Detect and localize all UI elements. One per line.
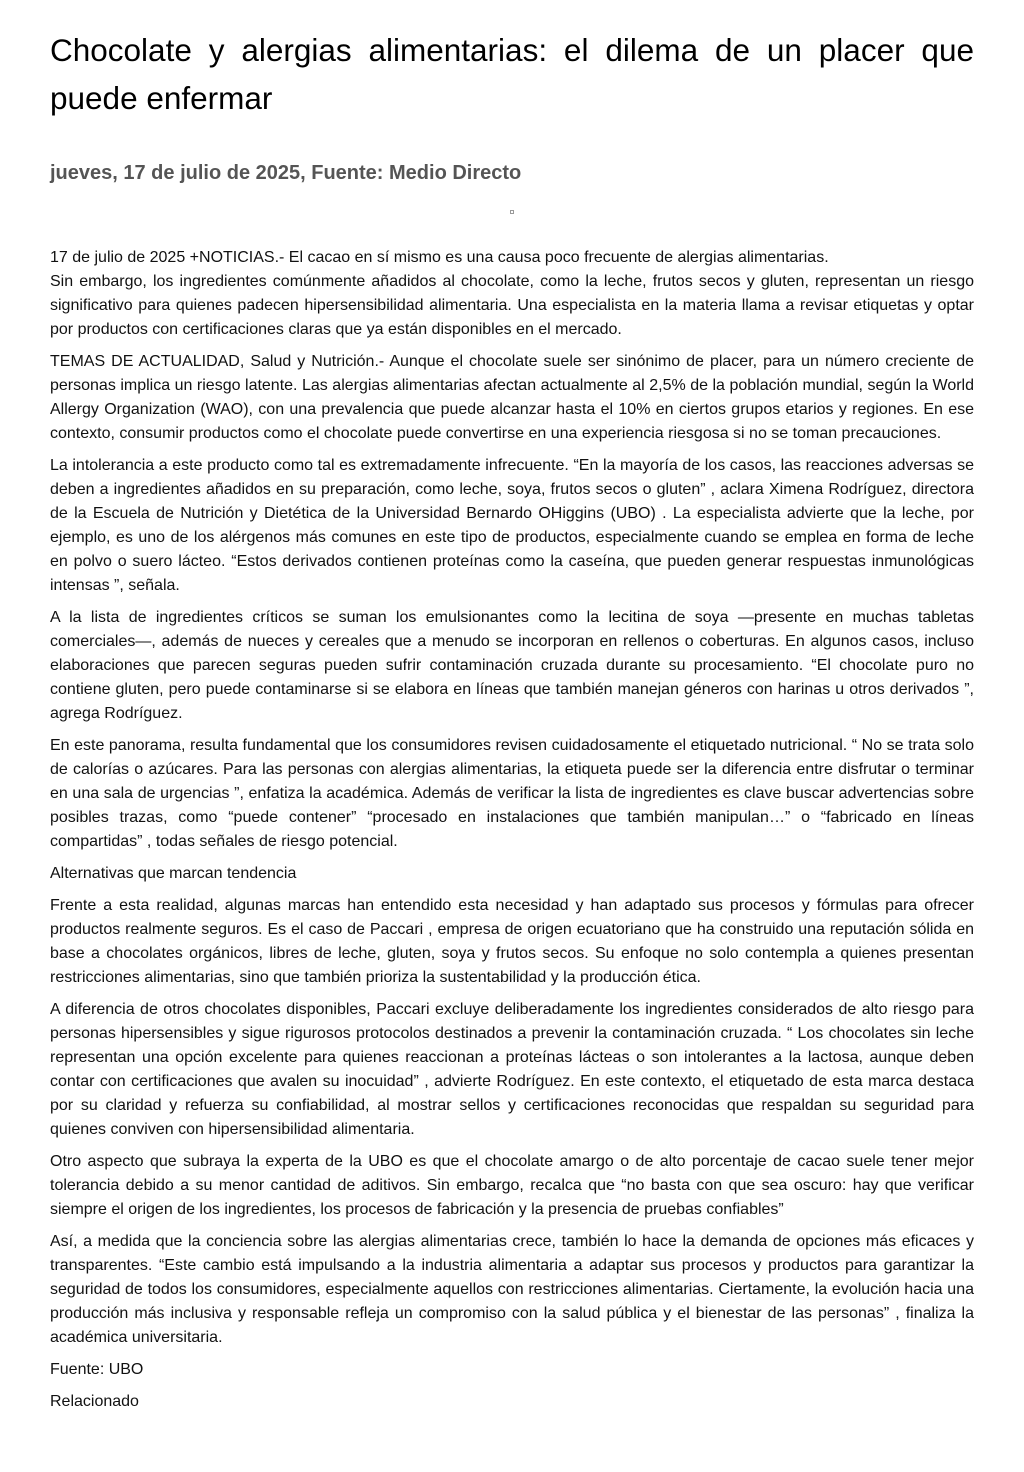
article-paragraph: La intolerancia a este producto como tal es extremadamente infrecuente. “En la mayoría de los casos, las reacciones adversas se deben a ingredientes añadidos en su preparación, como leche, soya, frutos secos o gluten” , aclara Ximena Rodríguez, directora de la Escuela de Nutrición y Dietética de la Universidad Bernardo OHiggins (UBO) . La especialista advierte que la leche, por ejemplo, es uno de los alérgenos más comunes en este tipo de productos, especialmente cuando se emplea en forma de leche en polvo o suero lácteo. “Estos derivados contienen proteínas como la caseína, que pueden generar respuestas inmunológicas intensas ”, señala. (50, 457, 974, 594)
section-heading: Alternativas que marcan tendencia (50, 865, 297, 882)
source-line: Fuente: UBO (50, 1361, 144, 1378)
article-paragraph: Otro aspecto que subraya la experta de la UBO es que el chocolate amargo o de alto porcentaje de cacao suele tener mejor tolerancia debido a su menor cantidad de aditivos. Sin embargo, recalca que “no basta con que sea oscuro: hay que verificar siempre el origen de los ingredientes, los procesos de fabricación y la presencia de pruebas confiables” (50, 1153, 974, 1218)
article-paragraph: 17 de julio de 2025 +NOTICIAS.- El cacao en sí mismo es una causa poco frecuente de alergias alimentarias. (50, 249, 829, 266)
article-paragraph: Frente a esta realidad, algunas marcas han entendido esta necesidad y han adaptado sus procesos y fórmulas para ofrecer productos realmente seguros. Es el caso de Paccari , empresa de origen ecuatoriano que ha construido una reputación sólida en base a chocolates orgánicos, libres de leche, gluten, soya y frutos secos. Su enfoque no solo contempla a quienes presentan restricciones alimentarias, sino que también prioriza la sustentabilidad y la producción ética. (50, 897, 974, 986)
article-paragraph: Así, a medida que la conciencia sobre las alergias alimentarias crece, también lo hace la demanda de opciones más eficaces y transparentes. “Este cambio está impulsando a la industria alimentaria a adaptar sus procesos y productos para garantizar la seguridad de todos los consumidores, especialmente aquellos con restricciones alimentarias. Ciertamente, la evolución hacia una producción más inclusiva y responsable refleja un compromiso con la salud pública y el bienestar de las personas” , finaliza la académica universitaria. (50, 1233, 974, 1346)
related-label: Relacionado (50, 1393, 139, 1410)
article-paragraph: A diferencia de otros chocolates disponibles, Paccari excluye deliberadamente los ingredientes considerados de alto riesgo para personas hipersensibles y sigue rigurosos protocolos destinados a prevenir la contaminación cruzada. “ Los chocolates sin leche representan una opción excelente para quienes reaccionan a proteínas lácteas o son intolerantes a la lactosa, aunque deben contar con certificaciones que avalen su inocuidad” , advierte Rodríguez. En este contexto, el etiquetado de esta marca destaca por su claridad y refuerza su confiabilidad, al mostrar sellos y certificaciones reconocidas que respaldan su seguridad para quienes conviven con hipersensibilidad alimentaria. (50, 1001, 974, 1138)
broken-image-icon (510, 210, 514, 214)
article-title: Chocolate y alergias alimentarias: el dilema de un placer que puede enfermar (50, 32, 974, 116)
article-paragraph: A la lista de ingredientes críticos se suman los emulsionantes como la lecitina de soya —presente en muchas tabletas comerciales—, además de nueces y cereales que a menudo se incorporan en rellenos o coberturas. En algunos casos, incluso elaboraciones que parecen seguras pueden sufrir contaminación cruzada durante su procesamiento. “El chocolate puro no contiene gluten, pero puede contaminarse si se elabora en líneas que también manejan géneros con harinas u otros derivados ”, agrega Rodríguez. (50, 609, 974, 722)
article-meta: jueves, 17 de julio de 2025, Fuente: Medio Directo (50, 162, 522, 184)
article-paragraph: En este panorama, resulta fundamental que los consumidores revisen cuidadosamente el etiquetado nutricional. “ No se trata solo de calorías o azúcares. Para las personas con alergias alimentarias, la etiqueta puede ser la diferencia entre disfrutar o terminar en una sala de urgencias ”, enfatiza la académica. Además de verificar la lista de ingredientes es clave buscar advertencias sobre posibles trazas, como “puede contener” “procesado en instalaciones que también manipulan…” o “fabricado en líneas compartidas” , todas señales de riesgo potencial. (50, 737, 974, 850)
article-paragraph: TEMAS DE ACTUALIDAD, Salud y Nutrición.- Aunque el chocolate suele ser sinónimo de placer, para un número creciente de personas implica un riesgo latente. Las alergias alimentarias afectan actualmente al 2,5% de la población mundial, según la World Allergy Organization (WAO), con una prevalencia que puede alcanzar hasta el 10% en ciertos grupos etarios y regiones. En ese contexto, consumir productos como el chocolate puede convertirse en una experiencia riesgosa si no se toman precauciones. (50, 353, 974, 442)
article-paragraph: Sin embargo, los ingredientes comúnmente añadidos al chocolate, como la leche, frutos secos y gluten, representan un riesgo significativo para quienes padecen hipersensibilidad alimentaria. Una especialista en la materia llama a revisar etiquetas y optar por productos con certificaciones claras que ya están disponibles en el mercado. (50, 273, 974, 338)
article-body (50, 246, 974, 1414)
